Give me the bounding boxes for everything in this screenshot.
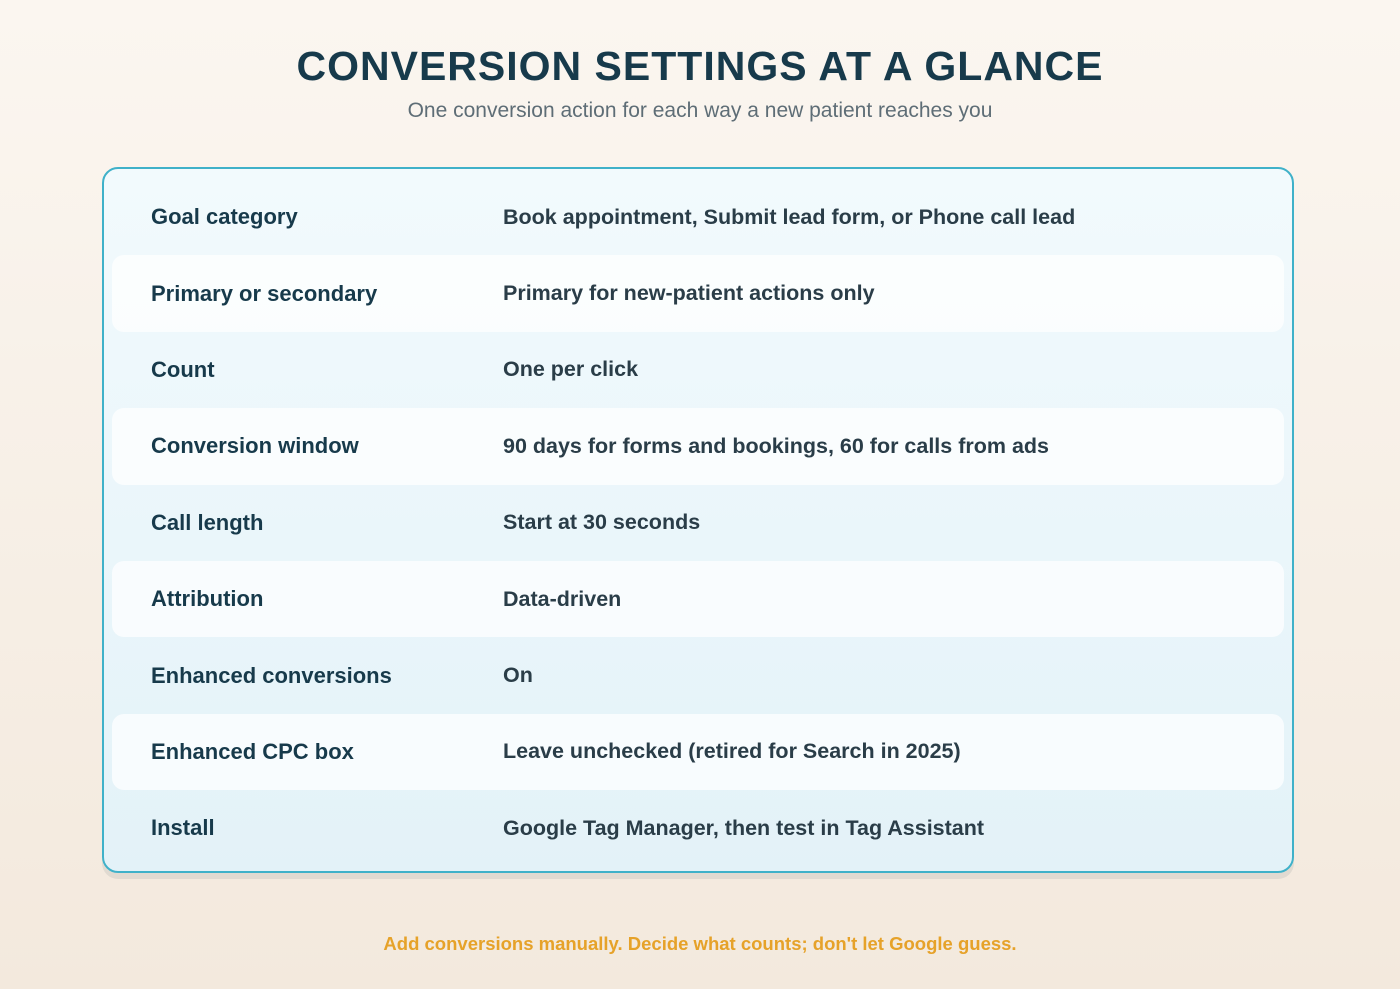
setting-value: Google Tag Manager, then test in Tag Assistant [503, 815, 985, 840]
setting-label: Install [151, 815, 215, 841]
settings-row-count [112, 332, 1284, 408]
settings-row-enhanced-conversions [112, 637, 1284, 713]
setting-value: Start at 30 seconds [503, 510, 701, 535]
page-title: CONVERSION SETTINGS AT A GLANCE [296, 43, 1104, 89]
settings-row-call-length [112, 485, 1284, 561]
setting-value: Primary for new-patient actions only [503, 281, 875, 306]
setting-label: Attribution [151, 586, 264, 612]
setting-label: Call length [151, 509, 264, 535]
setting-label: Goal category [151, 204, 298, 230]
setting-label: Enhanced conversions [151, 662, 392, 688]
setting-value: 90 days for forms and bookings, 60 for calls from ads [503, 433, 1050, 458]
settings-row-enhanced-cpc-box [112, 714, 1284, 790]
setting-label: Conversion window [151, 433, 359, 459]
setting-value: On [503, 663, 533, 688]
setting-label: Count [151, 356, 215, 382]
settings-row-conversion-window [112, 408, 1284, 484]
setting-value: Data-driven [503, 586, 622, 611]
settings-card [102, 167, 1294, 873]
settings-row-goal-category [112, 179, 1284, 255]
setting-value: One per click [503, 357, 639, 382]
settings-row-attribution [112, 561, 1284, 637]
setting-value: Book appointment, Submit lead form, or Phone call lead [503, 204, 1076, 229]
setting-label: Primary or secondary [151, 280, 378, 306]
setting-value: Leave unchecked (retired for Search in 2025) [503, 739, 961, 764]
page-subtitle: One conversion action for each way a new patient reaches you [407, 99, 993, 122]
footer-note: Add conversions manually. Decide what counts; don't let Google guess. [383, 933, 1017, 954]
settings-row-primary-or-secondary [112, 255, 1284, 331]
setting-label: Enhanced CPC box [151, 738, 354, 764]
settings-row-install [112, 790, 1284, 866]
